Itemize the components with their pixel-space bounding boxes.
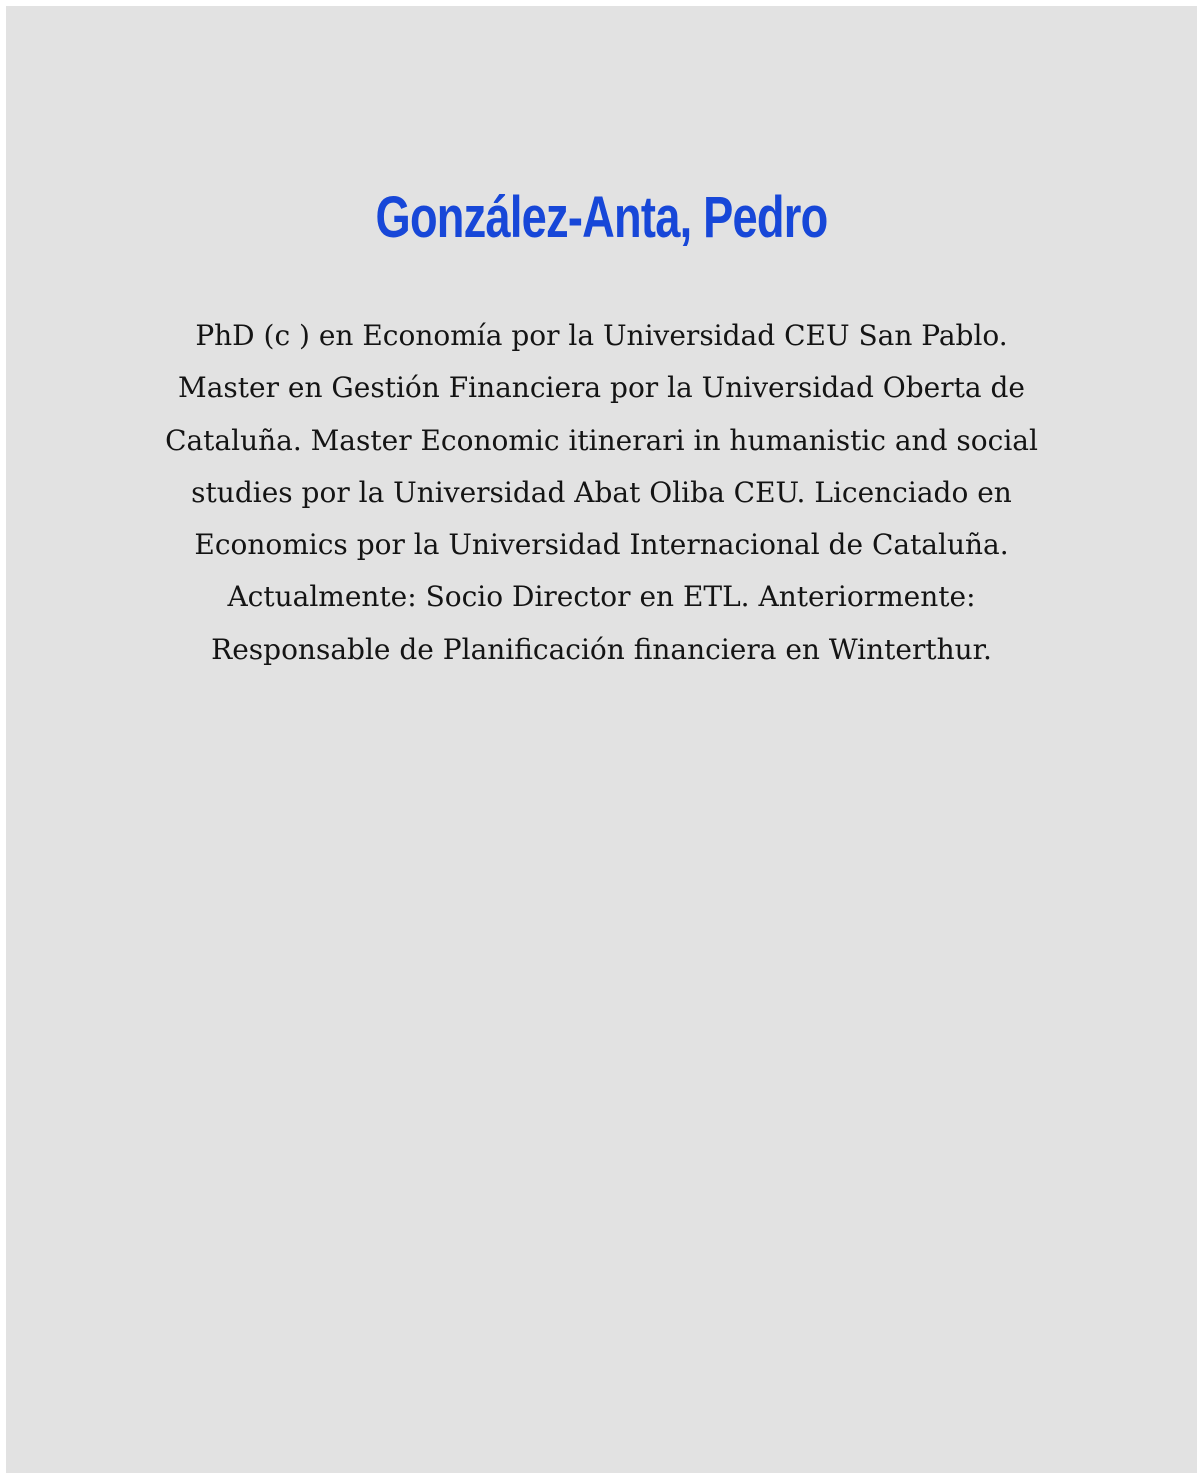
bio-line: Master en Gestión Financiera por la Universidad Oberta de [178, 371, 1025, 405]
bio-line: Responsable de Planificación financiera en Winterthur. [211, 632, 992, 666]
profile-name: González-Anta, Pedro [375, 185, 828, 250]
bio-line: Actualmente: Socio Director en ETL. Anteriormente: [227, 580, 976, 614]
bio-line: studies por la Universidad Abat Oliba CEU. Licenciado en [191, 475, 1012, 509]
bio-line: Cataluña. Master Economic itinerari in humanistic and social [165, 423, 1038, 457]
bio-line: Economics por la Universidad Internacional de Cataluña. [194, 528, 1009, 562]
bio-line: PhD (c ) en Economía por la Universidad CEU San Pablo. [195, 319, 1008, 352]
profile-card [6, 6, 1197, 1473]
profile-bio [96, 310, 1107, 676]
